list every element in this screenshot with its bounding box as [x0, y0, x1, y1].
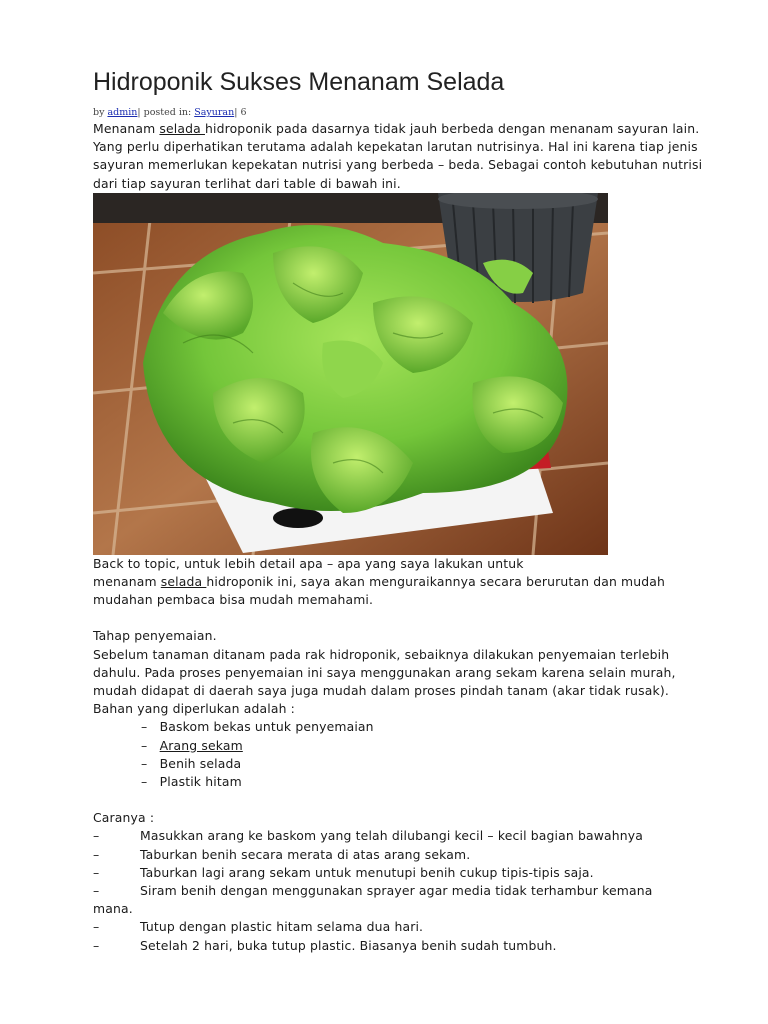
intro-text-rest: hidroponik pada dasarnya tidak jauh berbeda dengan menanam sayuran lain. Yang perlu diperhatikan terutama adalah kepekatan larutan nutrisinya. Hal ini karena tiap jenis sayuran memerlukan kepekatan nutrisi yang berbeda – beda. Sebagai contoh kebutuhan nutrisi dari tiap sayuran terlihat dari table di bawah ini. — [93, 121, 703, 191]
step-text: Setelah 2 hari, buka tutup plastic. Biasanya benih sudah tumbuh. — [140, 937, 557, 953]
step-dash: – — [93, 883, 100, 899]
step-dash: – — [93, 919, 100, 935]
meta-posted: | posted in: — [137, 107, 195, 118]
method-label: Caranya : — [93, 810, 155, 826]
step-item — [93, 846, 703, 864]
list-dash: – — [141, 719, 148, 735]
step-text: Siram benih dengan menggunakan sprayer agar media tidak terhambur kemana — [140, 883, 653, 899]
spacer — [93, 609, 703, 627]
step-item — [93, 864, 703, 882]
back-text-start: menanam — [93, 574, 161, 590]
selada-link[interactable]: selada — [159, 121, 205, 136]
step-continuation: mana. — [93, 901, 133, 917]
list-item — [93, 755, 703, 773]
list-dash: – — [141, 774, 148, 790]
lettuce-photo — [93, 193, 608, 555]
step-dash: – — [93, 864, 100, 880]
post-meta — [93, 105, 703, 120]
step-text: Tutup dengan plastic hitam selama dua hari. — [140, 919, 424, 935]
list-item-text: Plastik hitam — [159, 774, 242, 790]
back-to-topic-paragraph — [93, 573, 703, 609]
spacer — [93, 791, 703, 809]
article — [93, 62, 703, 955]
selada-link-2[interactable]: selada — [160, 574, 207, 590]
meta-sep: | — [234, 107, 241, 118]
meta-by: by — [93, 107, 108, 118]
page-title: Hidroponik Sukses Menanam Selada — [93, 68, 505, 96]
back-to-topic-line: Back to topic, untuk lebih detail apa – apa yang saya lakukan untuk — [93, 555, 524, 571]
list-item-text: Baskom bekas untuk penyemaian — [159, 719, 374, 735]
step-text: Taburkan lagi arang sekam untuk menutupi benih cukup tipis-tipis saja. — [140, 864, 594, 880]
step-item — [93, 882, 703, 900]
seeding-body: Sebelum tanaman ditanam pada rak hidroponik, sebaiknya dilakukan penyemaian terlebih dahulu. Pada proses penyemaian ini saya menggunakan arang sekam karena selain murah, mudah didapat di daerah saya juga mudah dalam proses pindah tanam (akar tidak rusak). — [93, 646, 676, 699]
author-link[interactable]: admin — [107, 107, 138, 118]
list-item — [93, 718, 703, 736]
step-dash: – — [93, 828, 100, 844]
materials-label: Bahan yang diperlukan adalah : — [93, 701, 295, 717]
list-item-text: Benih selada — [159, 755, 242, 771]
list-dash: – — [141, 755, 148, 771]
intro-paragraph — [93, 120, 703, 193]
list-item — [93, 773, 703, 791]
step-text: Taburkan benih secara merata di atas arang sekam. — [140, 846, 471, 862]
step-dash: – — [93, 937, 100, 953]
list-dash: – — [141, 737, 148, 753]
step-text: Masukkan arang ke baskom yang telah dilubangi kecil – kecil bagian bawahnya — [140, 828, 643, 844]
arang-sekam-link[interactable]: Arang sekam — [159, 737, 243, 753]
category-link[interactable]: Sayuran — [194, 107, 235, 118]
step-item — [93, 827, 703, 845]
seeding-heading: Tahap penyemaian. — [93, 628, 217, 644]
comment-count: 6 — [240, 107, 247, 118]
step-item — [93, 918, 703, 936]
intro-text-start: Menanam — [93, 121, 160, 136]
list-item — [93, 737, 703, 755]
back-text-rest: hidroponik ini, saya akan menguraikannya secara berurutan dan mudah mudahan pembaca bisa mudah memahami. — [93, 574, 666, 608]
step-dash: – — [93, 846, 100, 862]
step-item — [93, 937, 703, 955]
